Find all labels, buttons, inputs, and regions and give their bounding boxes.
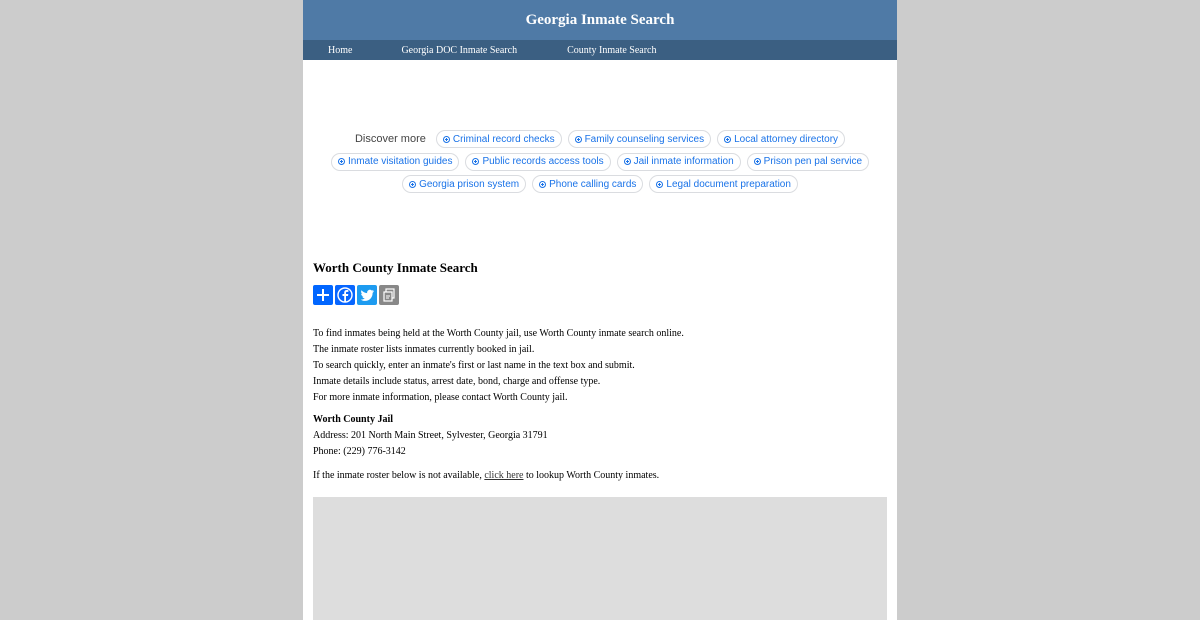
plus-circle-icon [443, 136, 450, 143]
discover-row-2 [303, 151, 897, 173]
plus-circle-icon [724, 136, 731, 143]
jail-contact [313, 412, 887, 460]
add-icon[interactable] [313, 285, 333, 305]
share-buttons [313, 285, 887, 305]
inmate-roster-frame[interactable] [313, 497, 887, 620]
main-content [313, 257, 887, 484]
chip-label: Prison pen pal service [763, 156, 863, 167]
nav-doc-link[interactable]: Georgia DOC Inmate Search [401, 44, 518, 56]
chip-label: Phone calling cards [549, 178, 637, 190]
site-title: Georgia Inmate Search [525, 11, 675, 28]
discover-chip[interactable] [568, 130, 712, 148]
chip-label: Public records access tools [482, 156, 604, 167]
plus-circle-icon [539, 181, 546, 188]
facebook-icon[interactable] [335, 285, 355, 305]
discover-row-3 [303, 173, 897, 195]
intro-line: For more inmate information, please contact Worth County jail. [313, 392, 568, 403]
chip-label: Jail inmate information [633, 156, 734, 167]
roster-note-text: If the inmate roster below is not available, [313, 470, 485, 481]
page-container [303, 0, 897, 620]
page-title: Worth County Inmate Search [313, 260, 478, 275]
intro-paragraph [313, 326, 887, 406]
chip-label: Legal document preparation [666, 178, 791, 190]
discover-chip[interactable] [717, 130, 845, 148]
plus-circle-icon [754, 158, 761, 165]
plus-circle-icon [472, 158, 479, 165]
discover-chip[interactable] [747, 153, 869, 171]
intro-line: Inmate details include status, arrest date, bond, charge and offense type. [313, 376, 601, 387]
jail-phone: Phone: (229) 776-3142 [313, 446, 406, 457]
plus-circle-icon [409, 181, 416, 188]
intro-line: To find inmates being held at the Worth County jail, use Worth County inmate search online. [313, 328, 684, 339]
jail-address: Address: 201 North Main Street, Sylvester, Georgia 31791 [313, 430, 548, 441]
plus-circle-icon [338, 158, 345, 165]
discover-chip[interactable] [532, 175, 643, 193]
copy-link-icon[interactable] [379, 285, 399, 305]
chip-label: Inmate visitation guides [347, 156, 453, 167]
roster-note-text-after: to lookup Worth County inmates. [523, 470, 660, 481]
roster-note [313, 468, 887, 484]
discover-chip[interactable] [402, 175, 526, 193]
plus-circle-icon [575, 136, 582, 143]
intro-line: To search quickly, enter an inmate's first or last name in the text box and submit. [313, 360, 635, 371]
nav-bar [303, 40, 897, 60]
discover-chip[interactable] [331, 153, 460, 171]
discover-chip[interactable] [649, 175, 798, 193]
chip-label: Criminal record checks [452, 133, 555, 145]
discover-label: Discover more [354, 133, 426, 145]
jail-name: Worth County Jail [313, 414, 394, 425]
site-header [303, 0, 897, 40]
discover-more-panel [303, 128, 897, 196]
discover-chip[interactable] [617, 153, 741, 171]
plus-circle-icon [624, 158, 631, 165]
nav-home-link[interactable]: Home [328, 44, 353, 56]
chip-label: Family counseling services [584, 133, 705, 145]
click-here-link[interactable]: click here [484, 470, 524, 481]
chip-label: Georgia prison system [419, 178, 520, 190]
nav-county-link[interactable]: County Inmate Search [567, 44, 657, 56]
discover-chip[interactable] [465, 153, 610, 171]
twitter-icon[interactable] [357, 285, 377, 305]
discover-row-1 [303, 128, 897, 150]
chip-label: Local attorney directory [734, 133, 839, 145]
plus-circle-icon [656, 181, 663, 188]
intro-line: The inmate roster lists inmates currently booked in jail. [313, 344, 535, 355]
discover-chip[interactable] [436, 130, 562, 148]
